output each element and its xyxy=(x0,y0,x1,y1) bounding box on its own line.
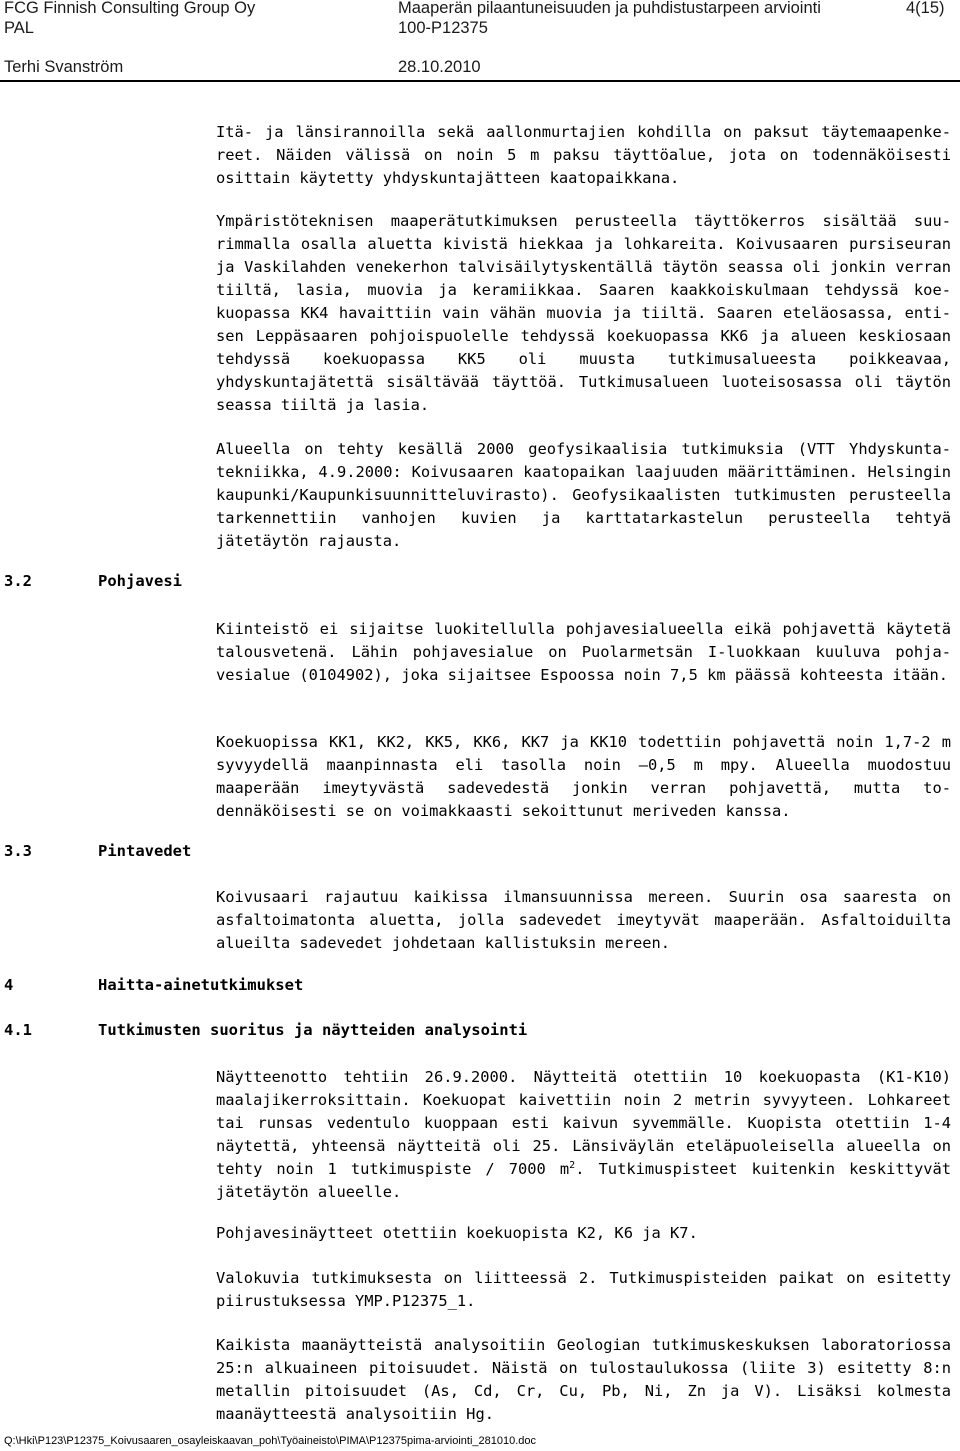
heading-4: 4 Haitta-ainetutkimukset xyxy=(4,976,304,994)
paragraph-geophysics: Alueella on tehty kesällä 2000 geofysikaalisia tutkimuksia (VTT Yhdyskuntatekniikka, 4.9.2000: Koivusaaren kaatopaikan laajuuden määrittäminen. Helsingin kaupunki/Kaupunkisuunnitteluvirasto). Geofysikaalisten tutkimusten perusteella tarkennettiin vanhojen kuvien ja karttatarkastelun perusteella tehtyä jätetäytön rajausta. xyxy=(216,440,951,550)
header-rule xyxy=(0,80,960,82)
document-date: 28.10.2010 xyxy=(398,58,481,76)
company-name: FCG Finnish Consulting Group Oy xyxy=(4,0,256,17)
paragraph-groundwater-area: Kiinteistö ei sijaitse luokitellulla pohjavesialueella eikä pohjavettä käytetä talousvetenä. Lähin pohjavesialue on Puolarmetsän I-luokkaan kuuluva pohjavesialue (0104902), joka sijaitsee Espoossa noin 7,5 km päässä kohteesta itään. xyxy=(216,620,951,684)
project-code: 100-P12375 xyxy=(398,19,488,37)
paragraph-surface-water: Koivusaari rajautuu kaikissa ilmansuunnissa mereen. Suurin osa saaresta on asfaltoimatonta aluetta, jolla sadevedet imeytyvät maaperään. Asfaltoiduilta alueilta sadevedet johdetaan kallistuksin mereen. xyxy=(216,888,951,952)
paragraph-groundwater-samples: Pohjavesinäytteet otettiin koekuopista K2, K6 ja K7. xyxy=(216,1224,698,1242)
heading-3-2: 3.2 Pohjavesi xyxy=(4,572,182,590)
heading-3-3: 3.3 Pintavedet xyxy=(4,842,192,860)
page-number: 4(15) xyxy=(906,0,945,17)
paragraph-photos: Valokuvia tutkimuksesta on liitteessä 2. Tutkimuspisteiden paikat on esitetty piirustuksessa YMP.P12375_1. xyxy=(216,1269,951,1310)
page-header xyxy=(0,0,960,82)
document-title: Maaperän pilaantuneisuuden ja puhdistustarpeen arviointi xyxy=(398,0,821,17)
paragraph-sampling: Näytteenotto tehtiin 26.9.2000. Näytteitä otettiin 10 koekuopasta (K1-K10) maalajikerroksittain. Koekuopat kaivettiin noin 2 metrin syvyyteen. Lohkareet tai runsas vedentulo kuoppaan esti kaivun syvemmälle. Kuopista otettiin 1-4 näytettä, yhteensä näytteitä oli 25. Länsiväylän eteläpuoleisella alueella on tehty noin 1 tutkimuspiste / 7000 $m^2$. Tutkimuspisteet kuitenkin keskittyvät jätetäytön alueelle. xyxy=(216,1068,952,1201)
heading-4-1: 4.1 Tutkimusten suoritus ja näytteiden analysointi xyxy=(4,1021,528,1039)
file-path-footer: Q:\Hki\P123\P12375_Koivusaaren_osayleiskaavan_poh\Työaineisto\PIMA\P12375pima-arviointi_281010.doc xyxy=(4,1435,537,1447)
unit-name: PAL xyxy=(4,19,34,37)
paragraph-fill-banks: Itä- ja länsirannoilla sekä aallonmurtajien kohdilla on paksut täytemaapenkereet. Näiden välissä on noin 5 m paksu täyttöalue, jota on todennäköisesti osittain käytetty yhdyskuntajätteen kaatopaikkana. xyxy=(216,123,951,187)
paragraph-analysis: Kaikista maanäytteistä analysoitiin Geologian tutkimuskeskuksen laboratoriossa 25:n alkuaineen pitoisuudet. Näistä on tulostaulukossa (liite 3) esitetty 8:n metallin pitoisuudet (As, Cd, Cr, Cu, Pb, Ni, Zn ja V). Lisäksi kolmesta maanäytteestä analysoitiin Hg. xyxy=(216,1336,951,1423)
paragraph-fill-contents: Ympäristöteknisen maaperätutkimuksen perusteella täyttökerros sisältää suurimmalla osalla aluetta kivistä hiekkaa ja lohkareita. Koivusaaren pursiseuran ja Vaskilahden venekerhon talvisäilytyskentällä täytön seassa oli jonkin verran tiiltä, lasia, muovia ja keramiikkaa. Saaren kaakkoiskulmaan tehdyssä koekuopassa KK4 havaittiin vain vähän muovia ja tiiltä. Saaren eteläosassa, entisen Leppäsaaren pohjoispuolelle tehdyssä koekuopassa KK6 ja alueen keskiosaan tehdyssä koekuopassa KK5 oli muusta tutkimusalueesta poikkeavaa, yhdyskuntajätettä sisältävää täyttöä. Tutkimusalueen luoteisosassa oli täytön seassa tiiltä ja lasia. xyxy=(216,212,951,414)
author-name: Terhi Svanström xyxy=(4,58,124,76)
paragraph-groundwater-level: Koekuopissa KK1, KK2, KK5, KK6, KK7 ja KK10 todettiin pohjavettä noin 1,7-2 m syvyydellä maanpinnasta eli tasolla noin –0,5 m mpy. Alueella muodostuu maaperään imeytyvästä sadevedestä jonkin verran pohjavettä, mutta todennäköisesti se on voimakkaasti sekoittunut meriveden kanssa. xyxy=(216,733,951,820)
